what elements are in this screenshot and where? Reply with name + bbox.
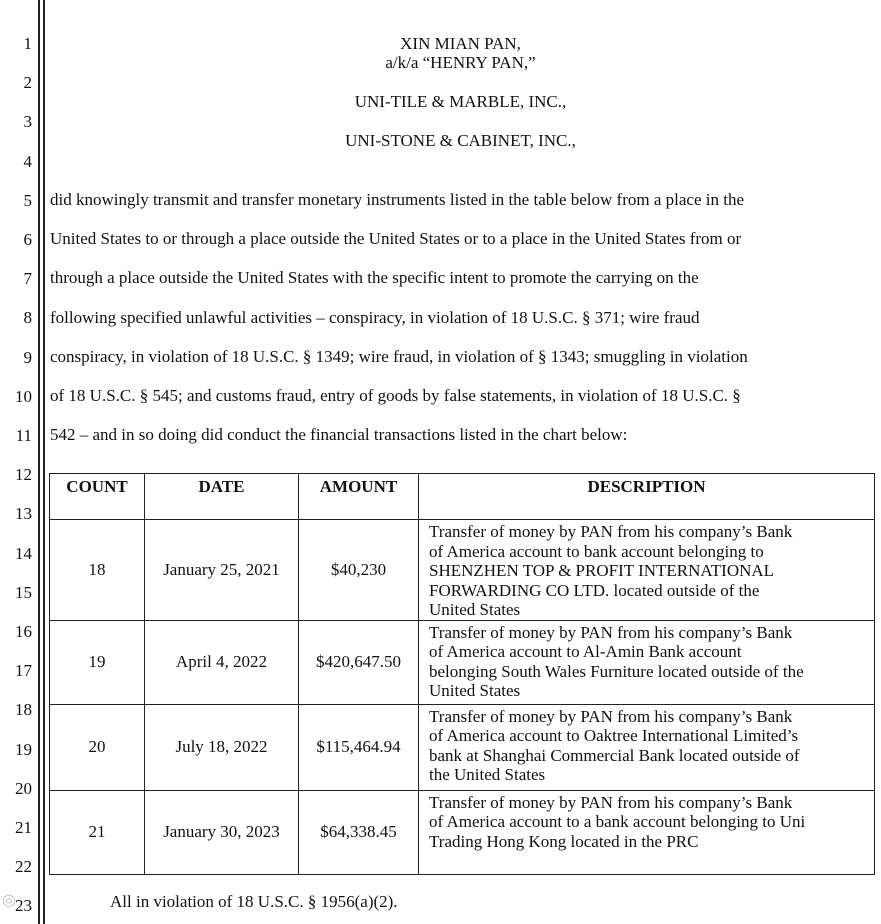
closing-statement: All in violation of 18 U.S.C. § 1956(a)(2). (110, 892, 398, 911)
cell-amount: $40,230 (299, 520, 419, 621)
header-date: DATE (145, 474, 299, 520)
cell-count: 20 (50, 704, 145, 790)
line-number: 4 (23, 151, 32, 171)
line-number: 8 (23, 308, 32, 328)
line-number: 9 (23, 347, 32, 367)
description-line: of America account to a bank account belonging to Uni (429, 812, 806, 831)
line-number: 14 (15, 543, 32, 563)
description-line: of America account to Al-Amin Bank account (429, 642, 742, 661)
description-line: belonging South Wales Furniture located outside of the (429, 661, 804, 681)
table-row (50, 620, 875, 704)
cell-amount: $64,338.45 (299, 790, 419, 874)
header-amount: AMOUNT (299, 474, 419, 520)
line-number: 23 (15, 896, 32, 916)
body-text-line: did knowingly transmit and transfer monetary instruments listed in the table below from a place in the (50, 190, 744, 209)
body-text-line: of 18 U.S.C. § 545; and customs fraud, entry of goods by false statements, in violation of 18 U.S.C. § (50, 386, 741, 405)
cell-count: 21 (50, 790, 145, 874)
table-row (50, 790, 875, 874)
line-number: 3 (23, 112, 32, 132)
cell-count: 19 (50, 620, 145, 704)
description-line: SHENZHEN TOP & PROFIT INTERNATIONAL (429, 561, 775, 580)
cell-date: April 4, 2022 (145, 620, 299, 704)
table-row (50, 520, 875, 621)
defendant-name: XIN MIAN PAN, (400, 34, 521, 53)
header-description: DESCRIPTION (419, 474, 875, 520)
cell-date: July 18, 2022 (145, 704, 299, 790)
line-number: 10 (15, 386, 32, 406)
body-text-line: 542 – and in so doing did conduct the financial transactions listed in the chart below: (50, 425, 628, 445)
cell-description (419, 704, 875, 790)
description-line: FORWARDING CO LTD. located outside of the (429, 580, 760, 600)
line-number: 5 (23, 190, 32, 210)
margin-rule (43, 0, 45, 924)
cell-amount: $115,464.94 (299, 704, 419, 790)
description-line: of America account to Oaktree International Limited’s (429, 726, 799, 745)
line-number: 17 (15, 661, 32, 681)
line-number: 7 (23, 269, 32, 289)
line-number: 6 (23, 230, 32, 249)
line-number: 15 (15, 582, 32, 602)
cell-count: 18 (50, 520, 145, 621)
transactions-table (49, 473, 875, 875)
description-line: Transfer of money by PAN from his company’s Bank (429, 622, 793, 642)
line-number: 16 (15, 622, 32, 641)
cell-description (419, 520, 875, 621)
cell-description (419, 620, 875, 704)
defendant-alias: a/k/a “HENRY PAN,” (385, 53, 536, 72)
defendant-company: UNI-TILE & MARBLE, INC., (354, 92, 567, 111)
cell-amount: $420,647.50 (299, 620, 419, 704)
cell-date: January 25, 2021 (145, 520, 299, 621)
defendant-company: UNI-STONE & CABINET, INC., (345, 131, 576, 150)
description-line: Transfer of money by PAN from his company’s Bank (429, 792, 793, 812)
description-line: Transfer of money by PAN from his company’s Bank (429, 522, 793, 541)
header-count: COUNT (50, 474, 145, 520)
line-number: 13 (15, 504, 32, 524)
description-line: United States (429, 600, 521, 619)
description-line: Transfer of money by PAN from his company’s Bank (429, 706, 793, 726)
line-number: 1 (23, 34, 32, 53)
watermark-logo: ◎ (2, 890, 16, 909)
description-line: bank at Shanghai Commercial Bank located outside of (429, 745, 800, 765)
line-number: 12 (15, 465, 32, 485)
margin-rule (38, 0, 40, 924)
cell-date: January 30, 2023 (145, 790, 299, 874)
description-line: United States (429, 681, 521, 700)
line-number: 20 (15, 778, 32, 798)
table-row (50, 704, 875, 790)
description-line: the United States (429, 765, 546, 784)
body-text-line: conspiracy, in violation of 18 U.S.C. § 1349; wire fraud, in violation of § 1343; smuggling in violation (50, 346, 748, 366)
line-number: 19 (15, 739, 32, 759)
line-number: 22 (15, 857, 32, 877)
line-number: 11 (15, 426, 32, 445)
line-number: 21 (15, 818, 32, 837)
body-text-line: United States to or through a place outside the United States or to a place in the United States from or (50, 229, 742, 249)
cell-description (419, 790, 875, 874)
body-text-line: following specified unlawful activities – conspiracy, in violation of 18 U.S.C. § 371; wire fraud (50, 307, 700, 327)
line-number: 18 (15, 700, 32, 720)
description-line: of America account to bank account belonging to (429, 541, 764, 561)
description-line: Trading Hong Kong located in the PRC (429, 831, 699, 851)
body-text-line: through a place outside the United States with the specific intent to promote the carrying on the (50, 268, 699, 288)
line-number: 2 (23, 73, 32, 93)
